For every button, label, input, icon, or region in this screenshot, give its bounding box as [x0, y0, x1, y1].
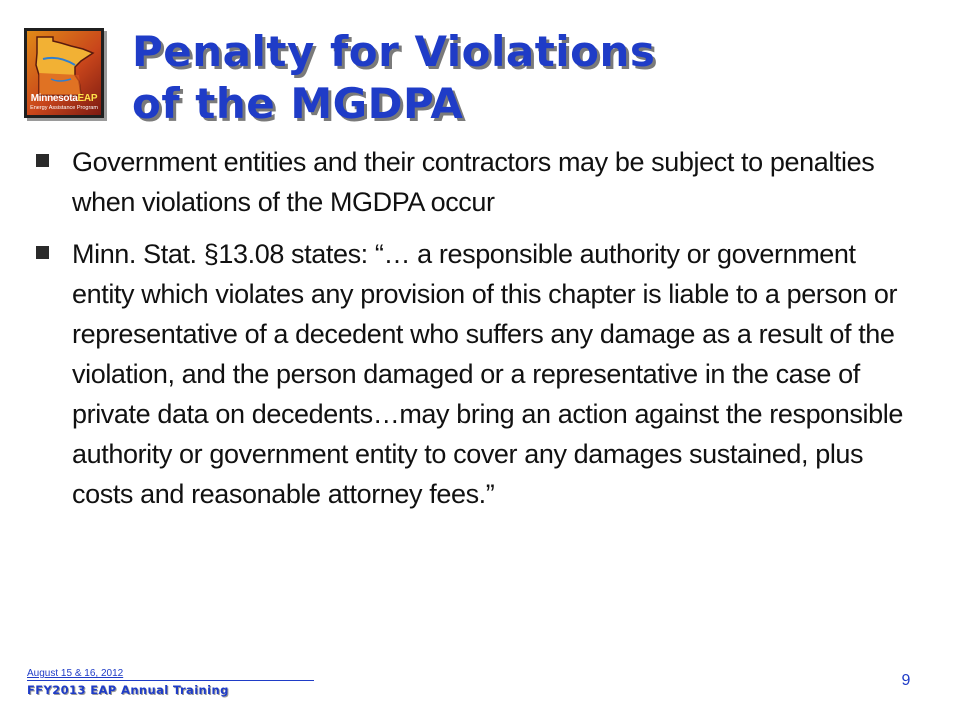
slide-title-line-2: of the MGDPA [132, 79, 464, 128]
logo-name-part1: Minnesota [30, 93, 78, 104]
slide-title-line-1: Penalty for Violations [132, 27, 656, 76]
minnesota-state-map-icon [31, 35, 97, 97]
bullet-list [36, 142, 916, 526]
footer-date-text: August 15 & 16, 2012 [27, 668, 124, 679]
square-bullet-icon [36, 246, 49, 259]
bullet-text: Minn. Stat. §13.08 states: “… a responsible authority or government entity which violates any provision of this chapter is liable to a person or representative of a decedent who suffers any damage as a result of the violation, and the person damaged or a representative in the case of private data on decedents…may bring an action against the responsible authority or government entity to cover any damages sustained, plus costs and reasonable attorney fees.” [72, 239, 903, 509]
footer-training-title: FFY2013 EAP Annual Training [27, 683, 229, 697]
minnesota-eap-logo [24, 28, 104, 118]
logo-name-part2: EAP [77, 93, 98, 104]
bullet-item [36, 234, 916, 514]
logo-name [27, 93, 101, 104]
bullet-item [36, 142, 916, 222]
footer-date [27, 668, 314, 681]
slide-title [132, 26, 655, 130]
logo-subtitle: Energy Assistance Program [30, 105, 98, 111]
square-bullet-icon [36, 154, 49, 167]
bullet-text: Government entities and their contractors may be subject to penalties when violations of the MGDPA occur [72, 147, 875, 217]
page-number: 9 [901, 672, 911, 689]
